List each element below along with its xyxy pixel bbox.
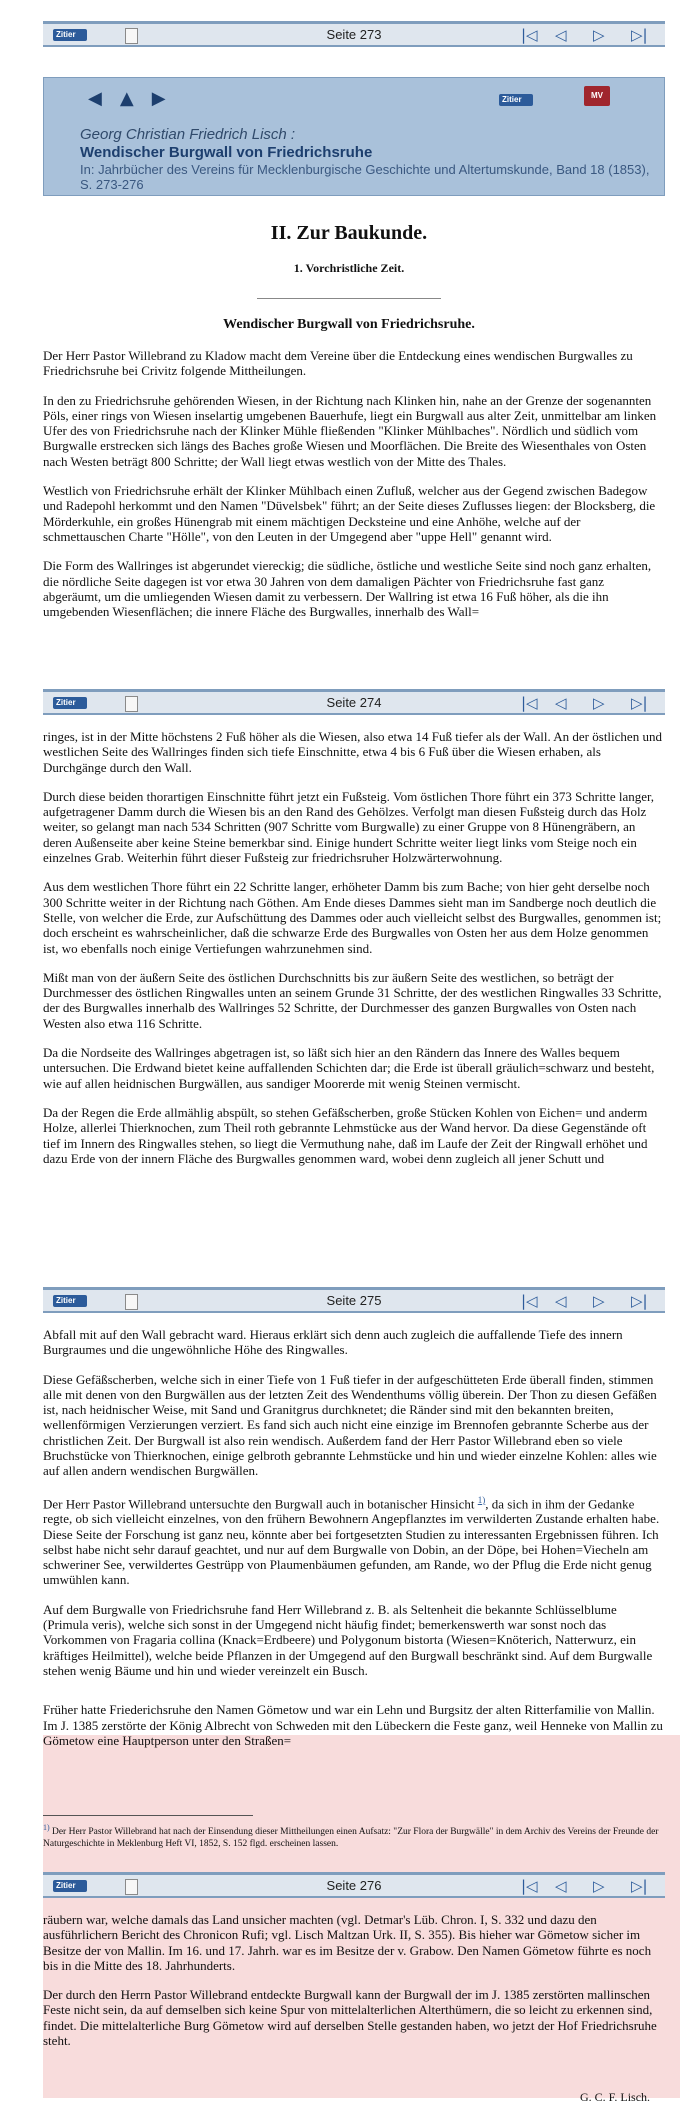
paragraph: Der Herr Pastor Willebrand untersuchte den Burgwall auch in botanischer Hinsicht $^{1)}$, da sich in ihm der Gedanke regte, ob sich vielleicht einzelnes, von den frühern Bewohnern Angepflanztes im verwilderten Zustande erhalten habe. Diese Seite der Forschung ist ganz neu, könnte aber bei fortgesetzten Studien zu interessanten Ergebnissen führen. Ich selbst habe nicht sehr darauf geachtet, und nur auf dem Burgwalle von Dobin, an der Döpe, bei Hohen=Viecheln am schweriner See, verwildertes Gestrüpp von Plaumenbäumen gefunden, am Rande, wo der Pflug die Erde nicht genug umwühlen kann. xyxy=(43,1494,660,1588)
cite-button[interactable]: Zitier xyxy=(53,29,87,41)
first-page-icon[interactable]: |◁ xyxy=(521,26,538,44)
page-bar-276 xyxy=(43,1872,665,1898)
footnote-divider xyxy=(43,1815,253,1816)
paragraph: Westlich von Friedrichsruhe erhält der Klinker Mühlbach einen Zufluß, welcher aus der Gegend zwischen Badegow und Radepohl herkommt und den Namen "Düvelsbek" führt; an der Seite dieses Zuflusses liegen: der Blocksberg, die Mörderkuhle, ein großes Hünengrab mit einem mächtigen Decksteine und eine Anhöhe, welche auf der schmettauschen Charte "Hölle", von den Leuten in der Umgegend aber "uppe Hell" genannt wird. xyxy=(43,483,656,544)
footnote-link[interactable]: 1) xyxy=(477,1494,486,1505)
last-page-icon[interactable]: ▷| xyxy=(631,1292,648,1310)
paragraph: Auf dem Burgwalle von Friedrichsruhe fand Herr Willebrand z. B. als Seltenheit die bekannte Schlüsselblume (Primula veris), welche sich sonst in der Umgegend nicht häufig findet; bemerkenswerth war sonst noch das Vorkommen von Fragaria collina (Knack=Erdbeere) und Polygonum bistorta (Wiesen=Knöterich, Natterwurz, ein kräftiges Heilmittel), welche beide Pflanzen in der Umgegend auf den Burgwall beschränkt sind. Auf dem Burgwalle stehen wenig Bäume und hin und wieder vereinzelt ein Busch. xyxy=(43,1601,653,1678)
highlighted-region xyxy=(43,1735,680,1890)
prev-page-icon[interactable]: ◁ xyxy=(555,694,567,712)
source-citation: In: Jahrbücher des Vereins für Mecklenburgische Geschichte und Altertumskunde, Band 18 (1853), S. 273-276 xyxy=(80,162,650,192)
paragraph: räubern war, welche damals das Land unsicher machten (vgl. Detmar's Lüb. Chron. I, S. 332 und dazu den ausführlichern Bericht des Chronicon Rufi; vgl. Lisch Maltzan Urk. II, S. 355). Bis hieher war Gömetow sicher im Besitze der von Mallin. Im 16. und 17. Jahrh. war es im Besitze der v. Grabow. Den Namen Gömetow führte es noch bis in die Mitte des 18. Jahrhunderts. xyxy=(43,1912,652,1973)
next-page-icon[interactable]: ▷ xyxy=(593,694,605,712)
subsection-title: 1. Vorchristliche Zeit. xyxy=(293,261,405,275)
first-page-icon[interactable]: |◁ xyxy=(521,694,538,712)
paragraph: Da die Nordseite des Wallringes abgetragen ist, so läßt sich hier an den Rändern das Innere des Walles bequem untersuchen. Die Erdwand bietet keine auffallenden Schichten dar; die Erde ist überall gräulich=schwarz und besteht, wie auf allen heidnischen Burgwällen, aus sandiger Moorerde mit wenig Steinen vermischt. xyxy=(43,1045,655,1091)
next-page-icon[interactable]: ▷ xyxy=(593,1877,605,1895)
header-nav xyxy=(88,88,184,109)
paragraph: Der Herr Pastor Willebrand zu Kladow macht dem Vereine über die Entdeckung eines wendischen Burgwalles zu Friedrichsruhe bei Crivitz folgende Mittheilungen. xyxy=(43,348,633,379)
next-page-icon[interactable]: ▷ xyxy=(593,1292,605,1310)
divider xyxy=(257,298,441,299)
page-275-text xyxy=(43,1327,665,1752)
page-bar-275 xyxy=(43,1287,665,1313)
page-label: Seite 275 xyxy=(326,1293,382,1308)
page-bar-273 xyxy=(43,21,665,47)
paragraph: Durch diese beiden thorartigen Einschnitte führt jetzt ein Fußsteig. Vom östlichen Thore führt ein 373 Schritte langer, aufgetragener Damm durch die Wiesen bis an den Rand des Gehölzes. Verfolgt man diesen Fußsteig durch das Holz weiter, so gelangt man nach 534 Schritten (907 Schritte vom Burgwalle) zu einer Gruppe von 8 Hünengräbern, an deren Außenseite aber keine Steine bemerkbar sind. Einige hundert Schritte weiter liegt links vom Steige noch ein einzelnes Grab. Weiterhin führt dieser Fußsteig zur friedrichsruher Holzwärterwohnung. xyxy=(43,788,655,866)
footnote: $^{1)}$ Der Herr Pastor Willebrand hat nach der Einsendung dieser Mittheilungen einen Aufsatz: "Zur Flora der Burgwälle" in dem Archiv des Vereins der Freunde der Naturgeschichte in Meklenburg Heft VI, 1852, S. 152 flgd. erscheinen lassen. xyxy=(43,1823,659,1850)
next-page-icon[interactable]: ▷ xyxy=(593,26,605,44)
paragraph: ringes, ist in der Mitte höchstens 2 Fuß höher als die Wiesen, also etwa 14 Fuß tiefer als der Wall. An der östlichen und westlichen Seite des Wallringes finden sich tiefe Einschnitte, etwa 4 bis 6 Fuß über die Wiesen erhaben, als Durchgänge durch den Wall. xyxy=(43,729,662,775)
paragraph: Abfall mit auf den Wall gebracht ward. Hieraus erklärt sich denn auch zugleich die auffallende Tiefe des innern Burgraumes und die ungewöhnliche Höhe des Ringwalles. xyxy=(43,1327,623,1358)
paragraph: Aus dem westlichen Thore führt ein 22 Schritte langer, erhöheter Damm bis zum Bache; von hier geht derselbe noch 300 Schritte weiter in der Richtung nach Göthen. Am Ende dieses Dammes sieht man im Sandberge noch deutlich die Stelle, von welcher die Erde, zur Aufschüttung des Dammes oder auch vielleicht selbst des Burgwalles, genommen ist; doch erscheint es wahrscheinlicher, daß die schwarze Erde des Burgwalles von Osten her aus dem Holze genommen ist, wo ebenfalls noch einige Vertiefungen wahrzunehmen sind. xyxy=(43,879,662,956)
page-label: Seite 274 xyxy=(326,695,382,710)
page-label: Seite 273 xyxy=(326,27,382,42)
page-273-text xyxy=(43,348,665,633)
first-page-icon[interactable]: |◁ xyxy=(521,1877,538,1895)
last-page-icon[interactable]: ▷| xyxy=(631,26,648,44)
mv-logo[interactable]: MV xyxy=(584,86,610,106)
paragraph: Die Form des Wallringes ist abgerundet viereckig; die südliche, östliche und westliche Seite sind noch ganz erhalten, die nördliche Seite dagegen ist vor etwa 30 Jahren von dem damaligen Pächter von Friedrichsruhe fast ganz abgeräumt, um die umliegenden Wiesen damit zu verbessern. Der Wallring ist etwa 16 Fuß höher, als die ihn umgebenden Wiesenflächen; die innere Fläche des Burgwalles, innerhalb des Wall= xyxy=(43,558,652,620)
page-276-text xyxy=(43,1912,665,2062)
forward-arrow-icon[interactable]: ▶ xyxy=(151,88,166,109)
first-page-icon[interactable]: |◁ xyxy=(521,1292,538,1310)
prev-page-icon[interactable]: ◁ xyxy=(555,1292,567,1310)
page-label: Seite 276 xyxy=(326,1878,382,1893)
author: Georg Christian Friedrich Lisch : xyxy=(80,126,296,143)
cite-button[interactable]: Zitier xyxy=(53,1295,87,1307)
article-title: Wendischer Burgwall von Friedrichsruhe. xyxy=(223,317,475,332)
cite-button[interactable]: Zitier xyxy=(53,1880,87,1892)
prev-page-icon[interactable]: ◁ xyxy=(555,1877,567,1895)
last-page-icon[interactable]: ▷| xyxy=(631,1877,648,1895)
paragraph: Diese Gefäßscherben, welche sich in einer Tiefe von 1 Fuß tiefer in der aufgeschütteten Erde überall finden, stimmen alle mit denen von den Burgwällen aus der letzten Zeit des Wendenthums völlig überein. Der Thon zu diesen Gefäßen ist, nach heidnischer Weise, mit Sand und Granitgrus durchknetet; die Ränder sind mit den bekannten breiten, wellenförmigen Verzierungen verziert. Es fand sich auch nicht eine einzige im Brennofen gebrannte Scherbe aus der christlichen Zeit. Der Burgwall ist also rein wendisch. Außerdem fand der Herr Pastor Willebrand eben so viele Bruchstücke von Thierknochen, einige gelbroth gebrannte Lehmstücke und hin und wieder einzelne Kohlen: alles wie auf allen andern wendischen Burgwällen. xyxy=(43,1371,657,1479)
document-title: Wendischer Burgwall von Friedrichsruhe xyxy=(80,144,373,161)
prev-page-icon[interactable]: ◁ xyxy=(555,26,567,44)
last-page-icon[interactable]: ▷| xyxy=(631,694,648,712)
paragraph: Da der Regen die Erde allmählig abspült, so stehen Gefäßscherben, große Stücken Kohlen von Eichen= und anderm Holze, allerlei Thierknochen, zum Theil roth gebrannte Lehmstücke aus der Wand hervor. Da diese Gegenstände oft tief im Innern des Ringwalles stehen, so liegt die Vermuthung nahe, daß im Laufe der Zeit der Ringwall erhöhet und dazu Erde von der innern Fläche des Burgwalles genommen ward, wobei denn zugleich all jener Schutt und xyxy=(43,1104,648,1166)
page-274-text xyxy=(43,729,665,1180)
signature: G. C. F. Lisch. xyxy=(580,2090,651,2104)
back-arrow-icon[interactable]: ◀ xyxy=(88,88,102,109)
paragraph: Der durch den Herrn Pastor Willebrand entdeckte Burgwall kann der Burgwall der im J. 1385 zerstörten mallinschen Feste nicht sein, da auf demselben sich keine Spur von mittelalterlichen Alterthümern, die so leicht zu erkennen sind, findet. Die mittelalterliche Burg Gömetow wird auf derselben Stelle gestanden haben, wo jetzt der Hof Friedrichsruhe steht. xyxy=(43,1987,657,2049)
paragraph: In den zu Friedrichsruhe gehörenden Wiesen, in der Richtung nach Klinken hin, nahe an der Grenze der sogenannten Pöls, einer rings von Wiesen inselartig umgebenen Bauerhufe, liegt ein Burgwall aus alter Zeit, unmittelbar am linken Ufer des von Friedrichsruhe nach der Klinker Mühle fließenden "Klinker Mühlbaches". Nördlich und südlich vom Burgwalle erstrecken sich längs des Baches große Wiesen und Moorflächen. Die Breite des Wiesenthales von Osten nach Westen beträgt 800 Schritte; der Wall liegt etwas westlich von der Mitte des Thales. xyxy=(43,392,657,469)
cite-button[interactable]: Zitier xyxy=(53,697,87,709)
section-title: II. Zur Baukunde. xyxy=(270,222,428,244)
cite-button[interactable]: Zitier xyxy=(499,94,533,106)
document-header xyxy=(43,77,665,196)
paragraph: Früher hatte Friederichsruhe den Namen Gömetow und war ein Lehn und Burgsitz der alten Ritterfamilie von Mallin. Im J. 1385 zerstörte der König Albrecht von Schweden mit den Lübeckern die Feste ganz, weil Henneke von Mallin zu Gömetow eine Hauptperson unter den Straßen= xyxy=(43,1702,663,1748)
footnote-ref[interactable]: 1) xyxy=(43,1823,50,1832)
paragraph: Mißt man von der äußern Seite des östlichen Durchschnitts bis zur äußern Seite des westlichen, so beträgt der Durchmesser des östlichen Ringwalles unten an seinem Grunde 31 Schritte, der des westlichen Ringwalles 33 Schritte, der des Burgwalles innerhalb des Wallringes 52 Schritte, der Durchmesser des ganzen Burgwalles von Osten nach Westen also etwa 116 Schritte. xyxy=(43,969,662,1031)
up-arrow-icon[interactable]: ▲ xyxy=(119,88,134,109)
page-bar-274 xyxy=(43,689,665,715)
